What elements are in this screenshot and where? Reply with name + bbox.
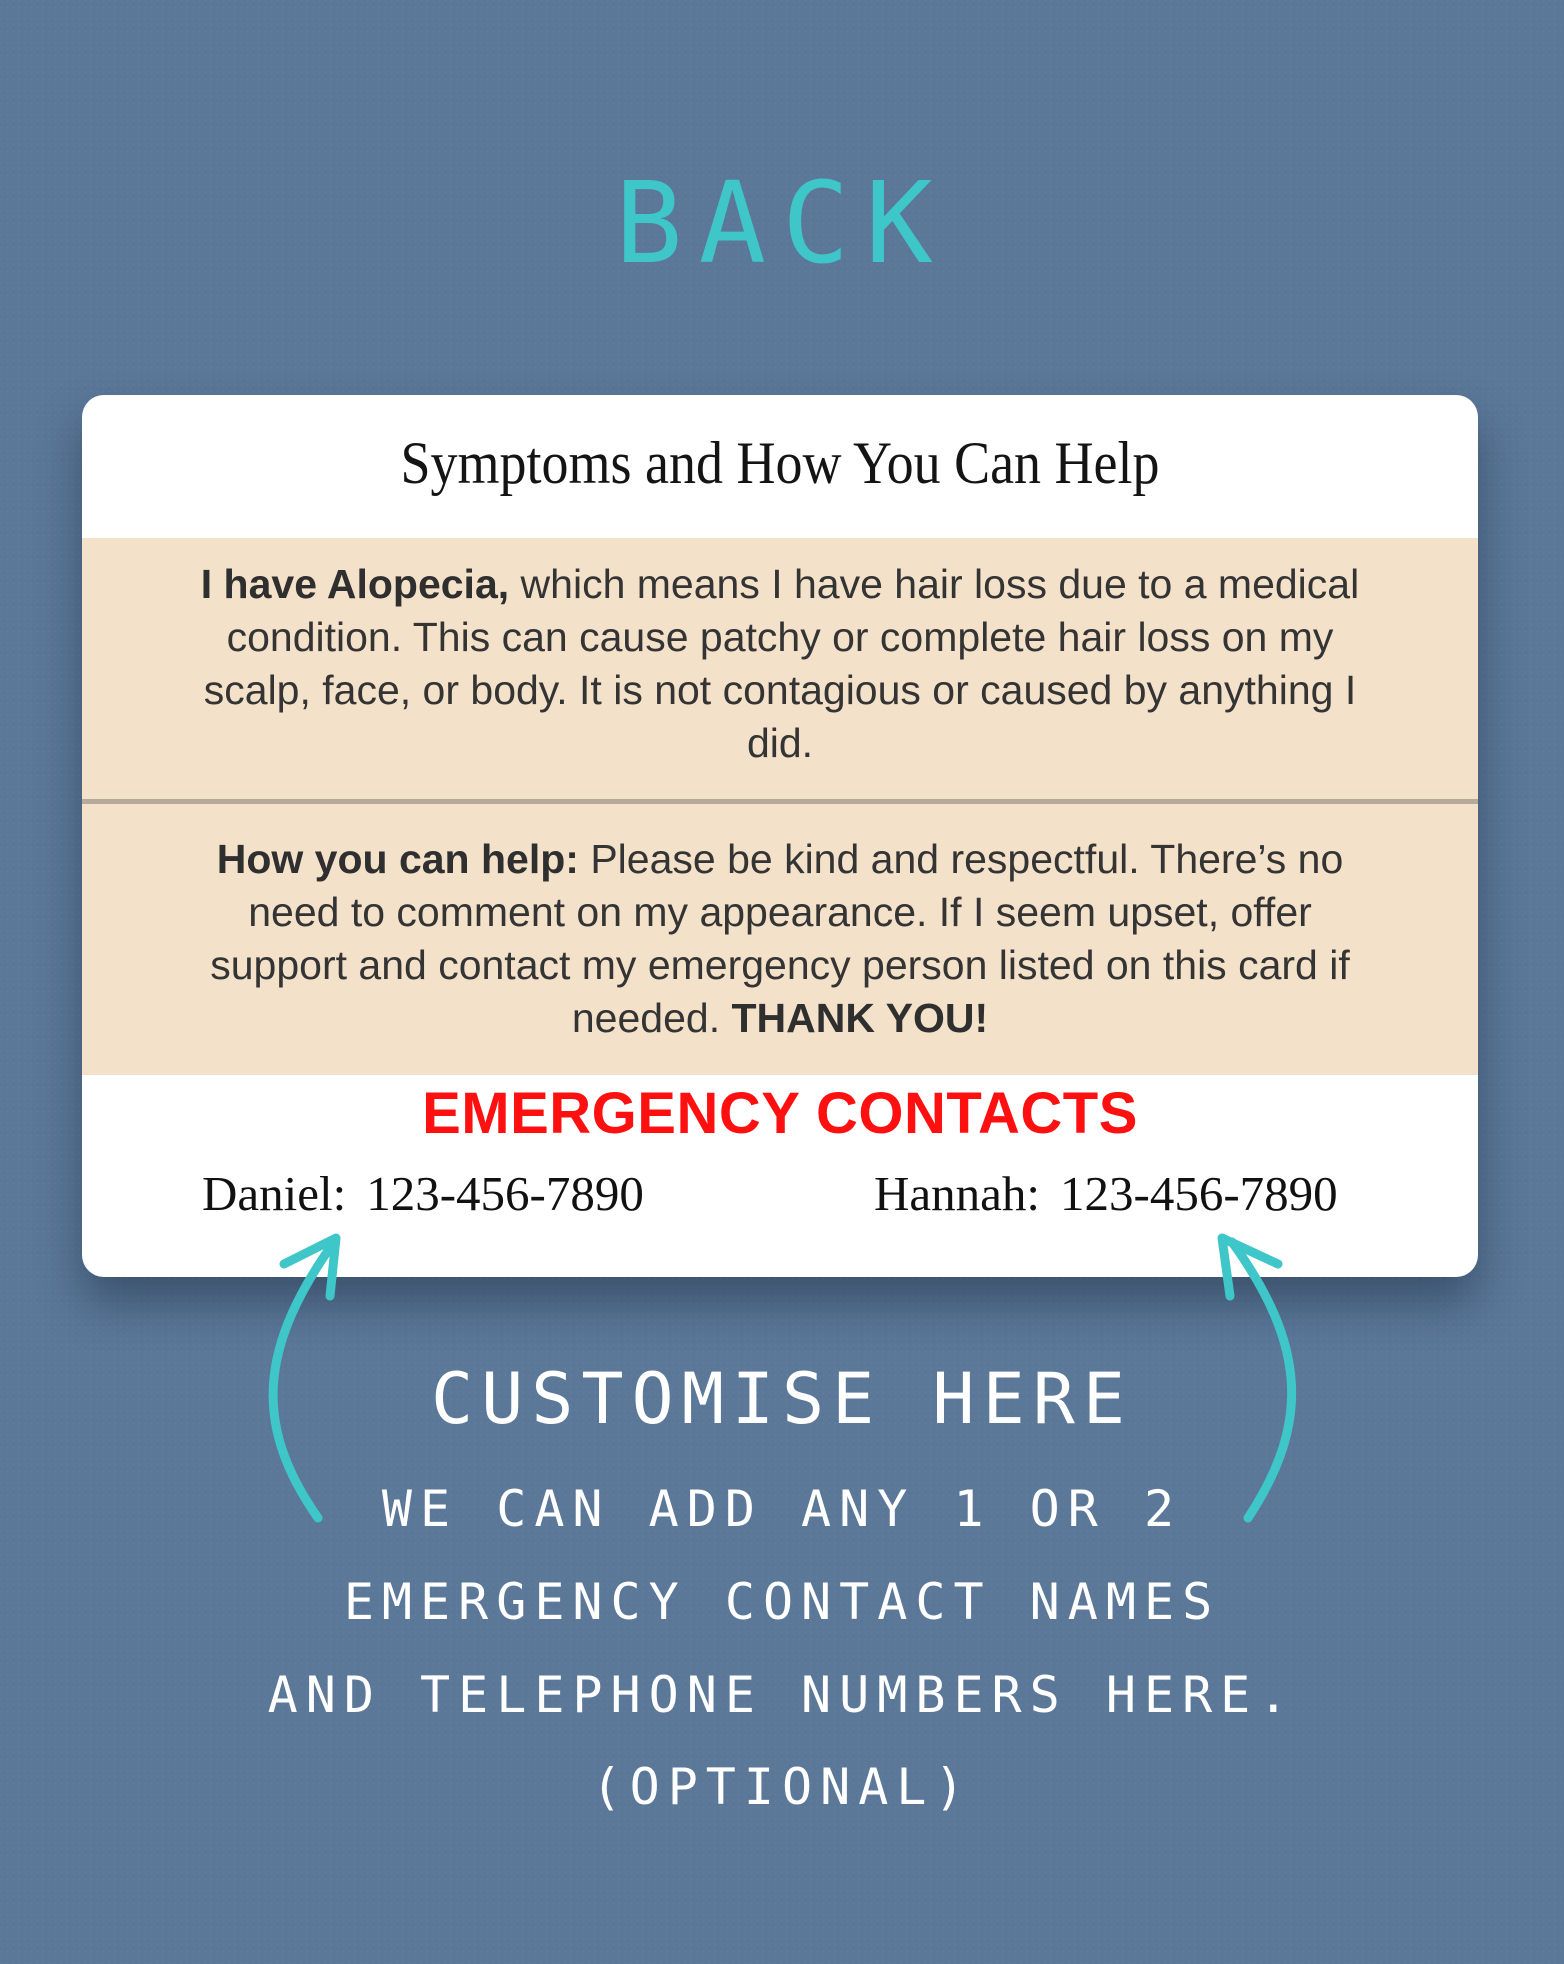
page-title: BACK (615, 159, 949, 289)
customise-line-3: AND TELEPHONE NUMBERS HERE. (267, 1666, 1297, 1724)
emergency-contact-1 (202, 1166, 644, 1221)
condition-panel (82, 538, 1478, 799)
contact-2-phone: 123-456-7890 (1060, 1166, 1338, 1221)
emergency-contact-2 (874, 1166, 1338, 1221)
condition-description: which means I have hair loss due to a medical condition. This can cause patchy or complete hair loss on my scalp, face, or body. It is not contagious or caused by anything I did. (203, 561, 1360, 766)
condition-text (192, 558, 1368, 770)
card-title: Symptoms and How You Can Help (400, 430, 1160, 496)
help-text (192, 833, 1368, 1045)
contact-1-phone: 123-456-7890 (366, 1166, 644, 1221)
help-panel (82, 804, 1478, 1075)
customise-heading: CUSTOMISE HERE (430, 1358, 1133, 1440)
customise-line-2: EMERGENCY CONTACT NAMES (343, 1573, 1221, 1631)
medical-info-card (82, 395, 1478, 1277)
condition-bold-label: I have Alopecia, (200, 561, 510, 607)
emergency-contacts-heading: EMERGENCY CONTACTS (422, 1081, 1138, 1146)
help-description: Please be kind and respectful. There’s no need to comment on my appearance. If I seem upset, offer support and contact my emergency person listed on this card if needed. (210, 836, 1350, 1041)
customise-line-1: WE CAN ADD ANY 1 OR 2 (381, 1480, 1183, 1538)
contact-1-name: Daniel: (202, 1166, 347, 1221)
help-bold-label: How you can help: (216, 836, 579, 882)
thank-you-text: THANK YOU! (731, 995, 989, 1041)
customise-line-4: (OPTIONAL) (591, 1758, 973, 1816)
contact-2-name: Hannah: (874, 1166, 1040, 1221)
